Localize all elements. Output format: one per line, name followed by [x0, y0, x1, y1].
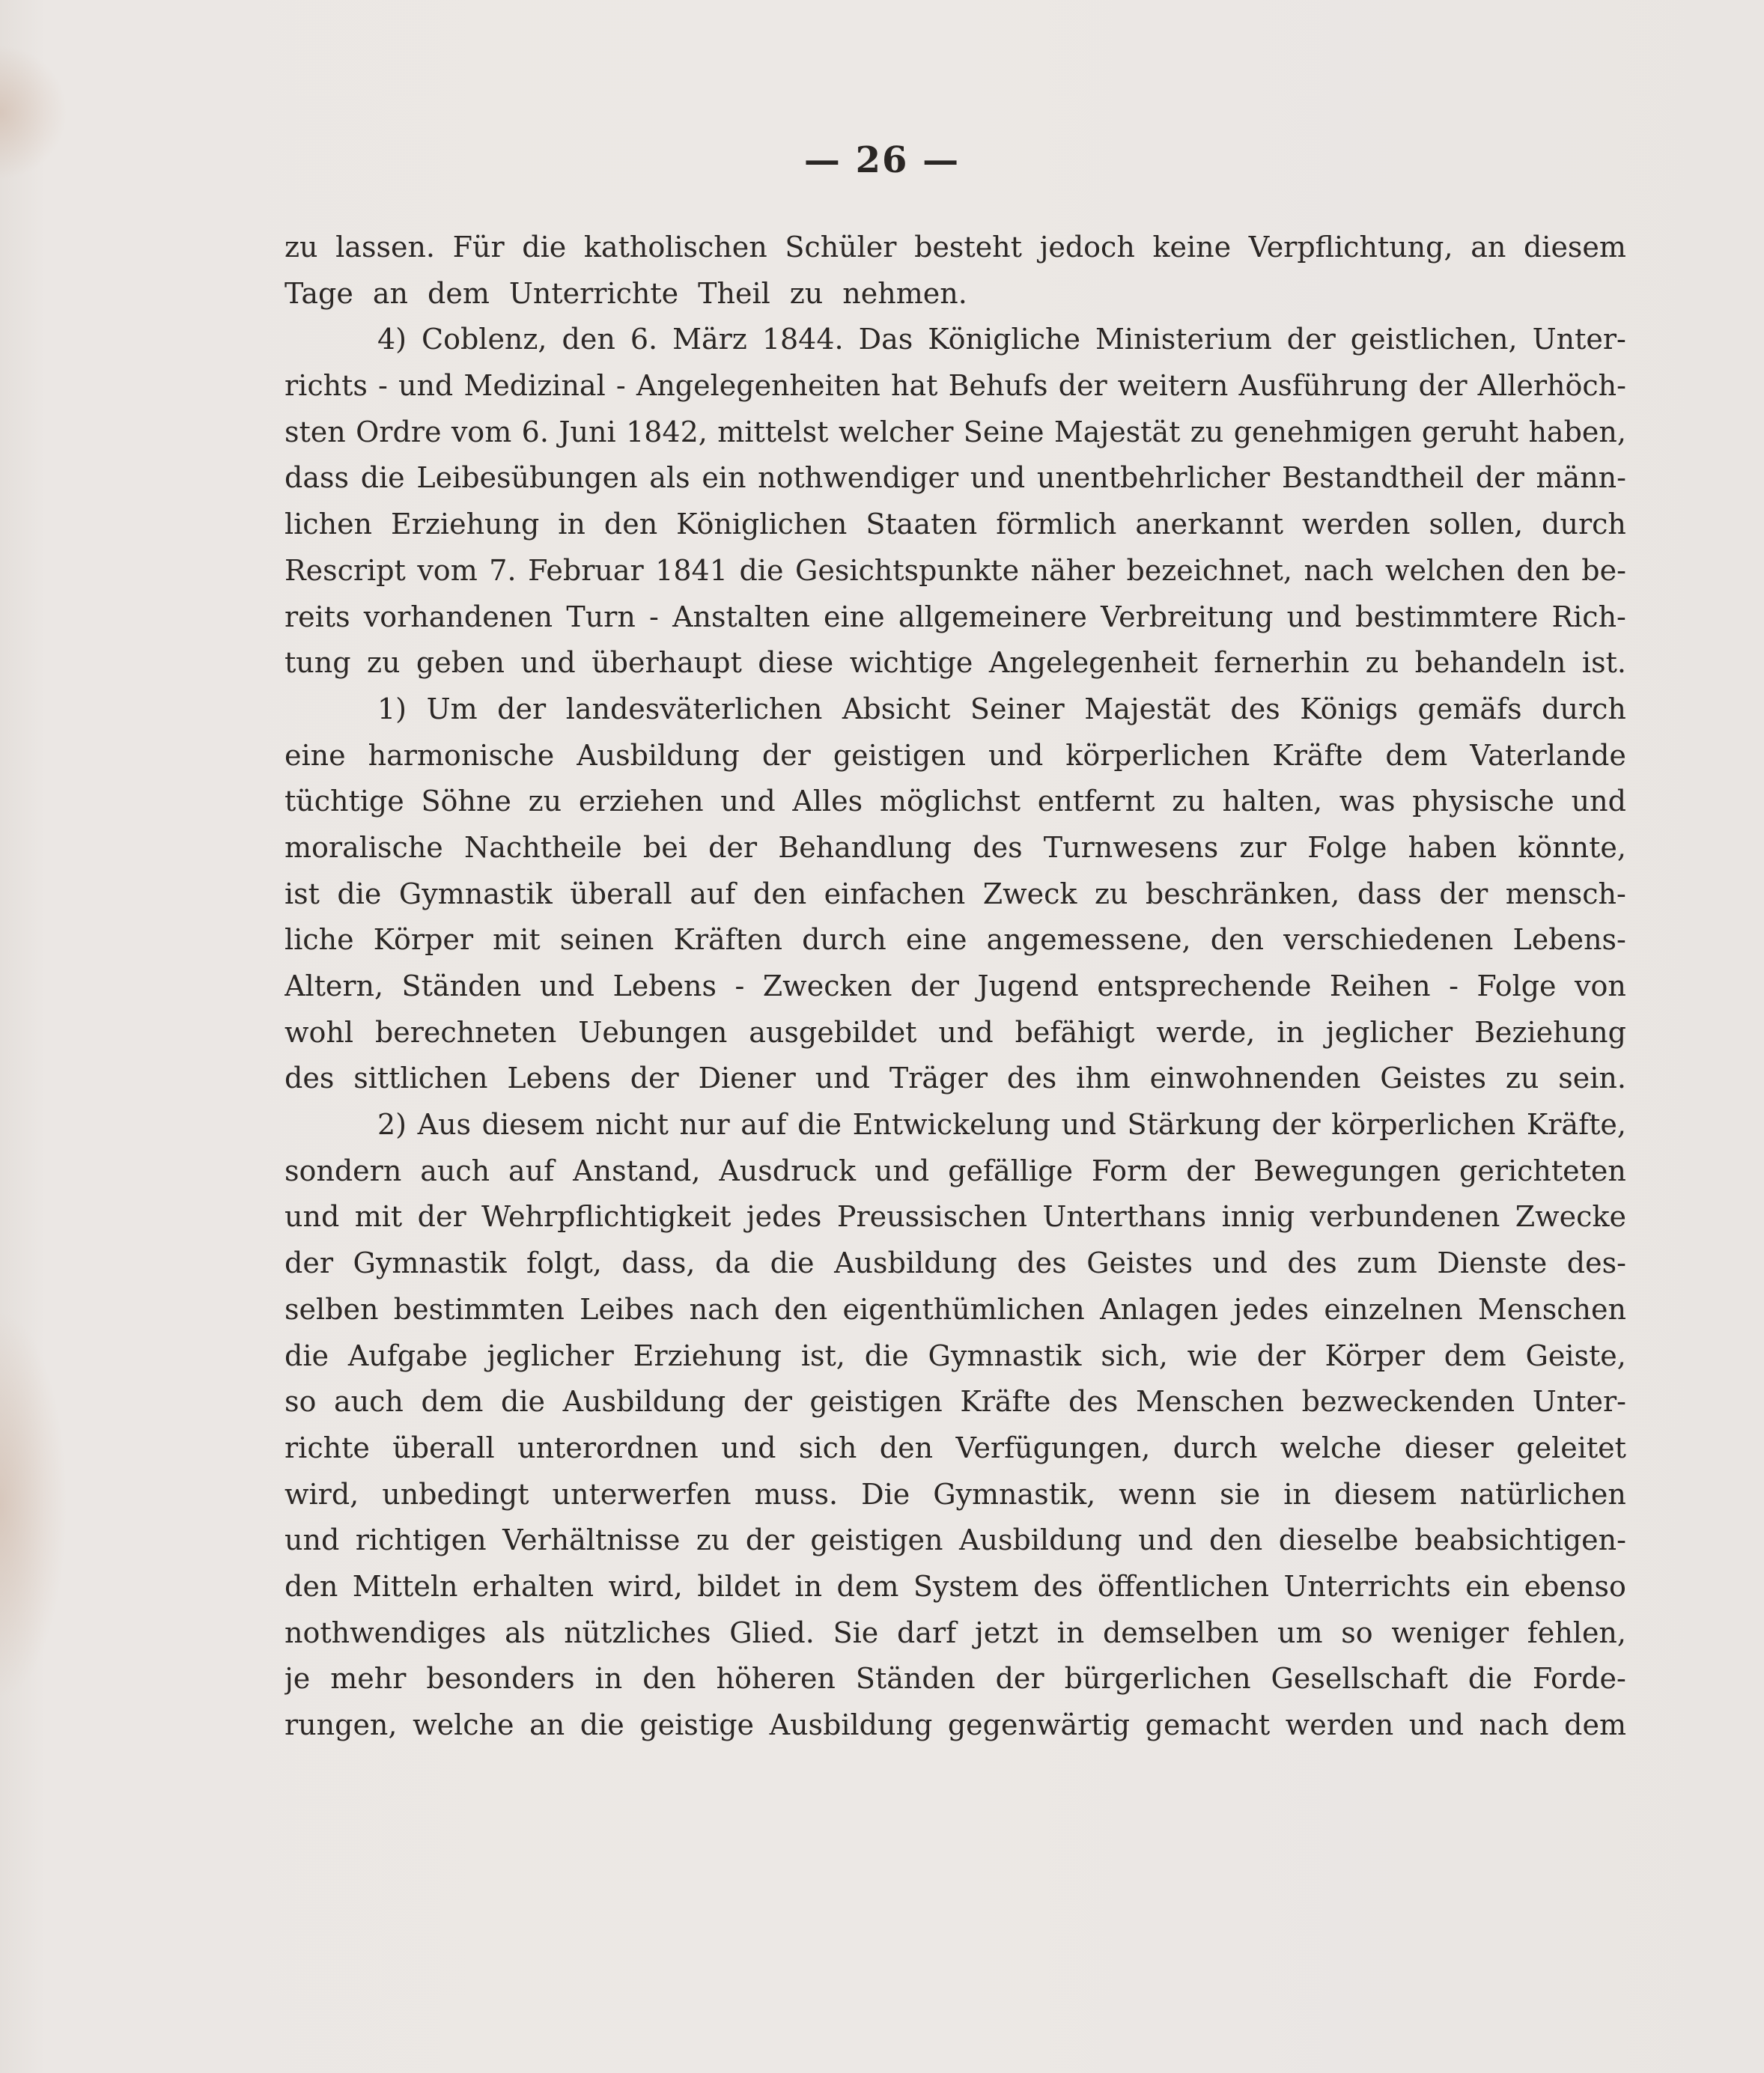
text-line: Altern, Ständen und Lebens - Zwecken der Jugend entsprechende Reihen - Folge von [285, 969, 1626, 1002]
page-number: — 26 — [803, 139, 961, 181]
text-line: wohl berechneten Uebungen ausgebildet und befähigt werde, in jeglicher Beziehung [285, 1015, 1626, 1049]
text-line: richte überall unterordnen und sich den Verfügungen, durch welche dieser geleitet [285, 1431, 1626, 1464]
body-text [285, 225, 1626, 1749]
text-line: lichen Erziehung in den Königlichen Staaten förmlich anerkannt werden sollen, durch [285, 508, 1626, 541]
text-line: wird, unbedingt unterwerfen muss. Die Gymnastik, wenn sie in diesem natürlichen [285, 1477, 1626, 1511]
text-line: moralische Nachtheile bei der Behandlung des Turnwesens zur Folge haben könnte, [285, 830, 1626, 864]
text-line: liche Körper mit seinen Kräften durch eine angemessene, den verschiedenen Lebens- [285, 923, 1626, 957]
text-line: richts - und Medizinal - Angelegenheiten hat Behufs der weitern Ausführung der Allerhöch- [285, 369, 1626, 403]
text-line: und richtigen Verhältnisse zu der geistigen Ausbildung und den dieselbe beabsichtigen- [285, 1523, 1626, 1557]
text-line: so auch dem die Ausbildung der geistigen Kräfte des Menschen bezweckenden Unter- [285, 1385, 1626, 1419]
text-line: zu lassen. Für die katholischen Schüler besteht jedoch keine Verpflichtung, an diesem [285, 231, 1626, 264]
text-line: sondern auch auf Anstand, Ausdruck und gefällige Form der Bewegungen gerichteten [285, 1154, 1626, 1187]
text-line: die Aufgabe jeglicher Erziehung ist, die Gymnastik sich, wie der Körper dem Geiste, [285, 1339, 1626, 1372]
text-line: selben bestimmten Leibes nach den eigenthümlichen Anlagen jedes einzelnen Menschen [285, 1292, 1626, 1326]
text-line: Tage an dem Unterrichte Theil zu nehmen. [285, 276, 967, 310]
text-line: Rescript vom 7. Februar 1841 die Gesichtspunkte näher bezeichnet, nach welchen den be- [285, 553, 1626, 587]
text-line: eine harmonische Ausbildung der geistigen und körperlichen Kräfte dem Vaterlande [285, 738, 1626, 772]
text-line: je mehr besonders in den höheren Ständen der bürgerlichen Gesellschaft die Forde- [285, 1662, 1626, 1696]
text-line: 2) Aus diesem nicht nur auf die Entwickelung und Stärkung der körperlichen Kräfte, [377, 1108, 1626, 1142]
text-line: und mit der Wehrpflichtigkeit jedes Preussischen Unterthans innig verbundenen Zwecke [285, 1200, 1626, 1234]
text-line: 4) Coblenz, den 6. März 1844. Das Königliche Ministerium der geistlichen, Unter- [377, 323, 1626, 356]
text-line: dass die Leibesübungen als ein nothwendiger und unentbehrlicher Bestandtheil der männ- [285, 461, 1626, 495]
text-line: sten Ordre vom 6. Juni 1842, mittelst welcher Seine Majestät zu genehmigen geruht haben, [285, 415, 1626, 448]
text-line: den Mitteln erhalten wird, bildet in dem System des öffentlichen Unterrichts ein ebenso [285, 1569, 1626, 1603]
text-line: tüchtige Söhne zu erziehen und Alles möglichst entfernt zu halten, was physische und [285, 785, 1626, 818]
text-line: ist die Gymnastik überall auf den einfachen Zweck zu beschränken, dass der mensch- [285, 877, 1626, 910]
text-line: nothwendiges als nützliches Glied. Sie darf jetzt in demselben um so weniger fehlen, [285, 1616, 1626, 1649]
paper-stain [0, 1310, 67, 1699]
text-line: reits vorhandenen Turn - Anstalten eine allgemeinere Verbreitung und bestimmtere Rich- [285, 600, 1626, 633]
text-line: des sittlichen Lebens der Diener und Träger des ihm einwohnenden Geistes zu sein. [285, 1062, 1626, 1095]
text-line: der Gymnastik folgt, dass, da die Ausbildung des Geistes und des zum Dienste des- [285, 1246, 1626, 1280]
text-line: 1) Um der landesväterlichen Absicht Seiner Majestät des Königs gemäfs durch [377, 692, 1626, 725]
text-line: tung zu geben und überhaupt diese wichtige Angelegenheit fernerhin zu behandeln ist. [285, 646, 1626, 680]
text-line: rungen, welche an die geistige Ausbildung gegenwärtig gemacht werden und nach dem [285, 1708, 1626, 1741]
